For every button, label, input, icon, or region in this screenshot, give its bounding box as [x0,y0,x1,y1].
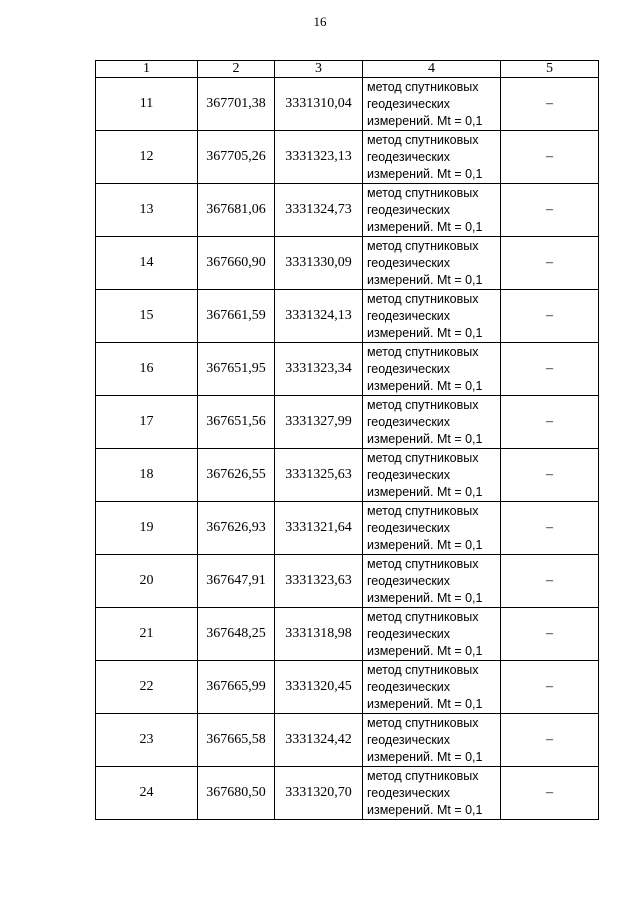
point-number-cell: 19 [96,502,198,555]
table-row [96,396,599,449]
method-text-line: измерений. Mt = 0,1 [367,537,483,552]
note-cell: – [501,184,599,237]
method-text-line: метод спутниковых [367,556,479,571]
point-number-cell: 14 [96,237,198,290]
method-text-line: измерений. Mt = 0,1 [367,431,483,446]
method-cell [363,78,501,131]
point-number-cell: 13 [96,184,198,237]
note-cell: – [501,237,599,290]
x-coordinate-cell: 367651,95 [198,343,275,396]
point-number-cell: 12 [96,131,198,184]
method-cell [363,396,501,449]
note-cell: – [501,290,599,343]
method-text-line: геодезических [367,308,451,323]
note-cell: – [501,714,599,767]
note-cell: – [501,767,599,820]
x-coordinate-cell: 367705,26 [198,131,275,184]
method-text-line: метод спутниковых [367,185,479,200]
method-text-line: метод спутниковых [367,503,479,518]
x-coordinate-cell: 367647,91 [198,555,275,608]
method-text-line: геодезических [367,573,451,588]
note-cell: – [501,343,599,396]
point-number-cell: 24 [96,767,198,820]
table-row [96,449,599,502]
method-text-line: измерений. Mt = 0,1 [367,749,483,764]
method-text-line: измерений. Mt = 0,1 [367,696,483,711]
table-row [96,661,599,714]
table-row [96,290,599,343]
y-coordinate-cell: 3331330,09 [275,237,363,290]
method-text-line: метод спутниковых [367,291,479,306]
method-text-line: геодезических [367,202,451,217]
table-row [96,78,599,131]
method-text-line: метод спутниковых [367,662,479,677]
y-coordinate-cell: 3331323,34 [275,343,363,396]
x-coordinate-cell: 367680,50 [198,767,275,820]
note-cell: – [501,502,599,555]
x-coordinate-cell: 367701,38 [198,78,275,131]
x-coordinate-cell: 367626,55 [198,449,275,502]
header-col-1: 1 [96,61,198,78]
y-coordinate-cell: 3331310,04 [275,78,363,131]
method-cell [363,343,501,396]
note-cell: – [501,78,599,131]
table-row [96,131,599,184]
method-text-line: геодезических [367,626,451,641]
table-header-row [96,61,599,78]
method-text-line: измерений. Mt = 0,1 [367,590,483,605]
header-col-2: 2 [198,61,275,78]
coordinates-table [95,60,599,820]
method-text-line: геодезических [367,520,451,535]
method-text-line: измерений. Mt = 0,1 [367,378,483,393]
header-col-3: 3 [275,61,363,78]
x-coordinate-cell: 367651,56 [198,396,275,449]
point-number-cell: 22 [96,661,198,714]
method-cell [363,608,501,661]
method-text-line: метод спутниковых [367,768,479,783]
method-text-line: геодезических [367,732,451,747]
note-cell: – [501,661,599,714]
table-row [96,608,599,661]
table-row [96,502,599,555]
header-col-5: 5 [501,61,599,78]
method-text-line: геодезических [367,467,451,482]
method-text-line: измерений. Mt = 0,1 [367,272,483,287]
x-coordinate-cell: 367665,58 [198,714,275,767]
method-text-line: измерений. Mt = 0,1 [367,166,483,181]
method-text-line: метод спутниковых [367,344,479,359]
x-coordinate-cell: 367681,06 [198,184,275,237]
method-text-line: метод спутниковых [367,450,479,465]
y-coordinate-cell: 3331320,70 [275,767,363,820]
method-cell [363,714,501,767]
method-text-line: метод спутниковых [367,715,479,730]
method-text-line: метод спутниковых [367,79,479,94]
note-cell: – [501,555,599,608]
method-cell [363,767,501,820]
point-number-cell: 23 [96,714,198,767]
table-body [96,78,599,820]
table-row [96,343,599,396]
method-cell [363,449,501,502]
x-coordinate-cell: 367661,59 [198,290,275,343]
method-text-line: геодезических [367,785,451,800]
method-text-line: метод спутниковых [367,132,479,147]
x-coordinate-cell: 367660,90 [198,237,275,290]
y-coordinate-cell: 3331324,73 [275,184,363,237]
method-text-line: измерений. Mt = 0,1 [367,113,483,128]
table-row [96,237,599,290]
x-coordinate-cell: 367665,99 [198,661,275,714]
method-cell [363,555,501,608]
y-coordinate-cell: 3331327,99 [275,396,363,449]
y-coordinate-cell: 3331320,45 [275,661,363,714]
point-number-cell: 20 [96,555,198,608]
method-text-line: геодезических [367,679,451,694]
method-cell [363,184,501,237]
method-text-line: измерений. Mt = 0,1 [367,325,483,340]
table-row [96,714,599,767]
x-coordinate-cell: 367648,25 [198,608,275,661]
method-text-line: метод спутниковых [367,397,479,412]
point-number-cell: 21 [96,608,198,661]
note-cell: – [501,131,599,184]
method-cell [363,661,501,714]
y-coordinate-cell: 3331318,98 [275,608,363,661]
method-text-line: геодезических [367,414,451,429]
table-row [96,184,599,237]
method-text-line: геодезических [367,361,451,376]
point-number-cell: 11 [96,78,198,131]
note-cell: – [501,608,599,661]
note-cell: – [501,396,599,449]
table-row [96,767,599,820]
method-text-line: метод спутниковых [367,238,479,253]
method-text-line: измерений. Mt = 0,1 [367,802,483,817]
y-coordinate-cell: 3331323,63 [275,555,363,608]
point-number-cell: 15 [96,290,198,343]
method-cell [363,237,501,290]
note-cell: – [501,449,599,502]
y-coordinate-cell: 3331323,13 [275,131,363,184]
method-cell [363,290,501,343]
method-text-line: геодезических [367,255,451,270]
y-coordinate-cell: 3331321,64 [275,502,363,555]
page-number: 16 [313,14,327,29]
header-col-4: 4 [363,61,501,78]
method-cell [363,502,501,555]
method-text-line: геодезических [367,149,451,164]
method-cell [363,131,501,184]
method-text-line: измерений. Mt = 0,1 [367,484,483,499]
method-text-line: метод спутниковых [367,609,479,624]
y-coordinate-cell: 3331324,13 [275,290,363,343]
point-number-cell: 16 [96,343,198,396]
x-coordinate-cell: 367626,93 [198,502,275,555]
point-number-cell: 17 [96,396,198,449]
method-text-line: геодезических [367,96,451,111]
point-number-cell: 18 [96,449,198,502]
y-coordinate-cell: 3331324,42 [275,714,363,767]
method-text-line: измерений. Mt = 0,1 [367,219,483,234]
table-row [96,555,599,608]
y-coordinate-cell: 3331325,63 [275,449,363,502]
method-text-line: измерений. Mt = 0,1 [367,643,483,658]
